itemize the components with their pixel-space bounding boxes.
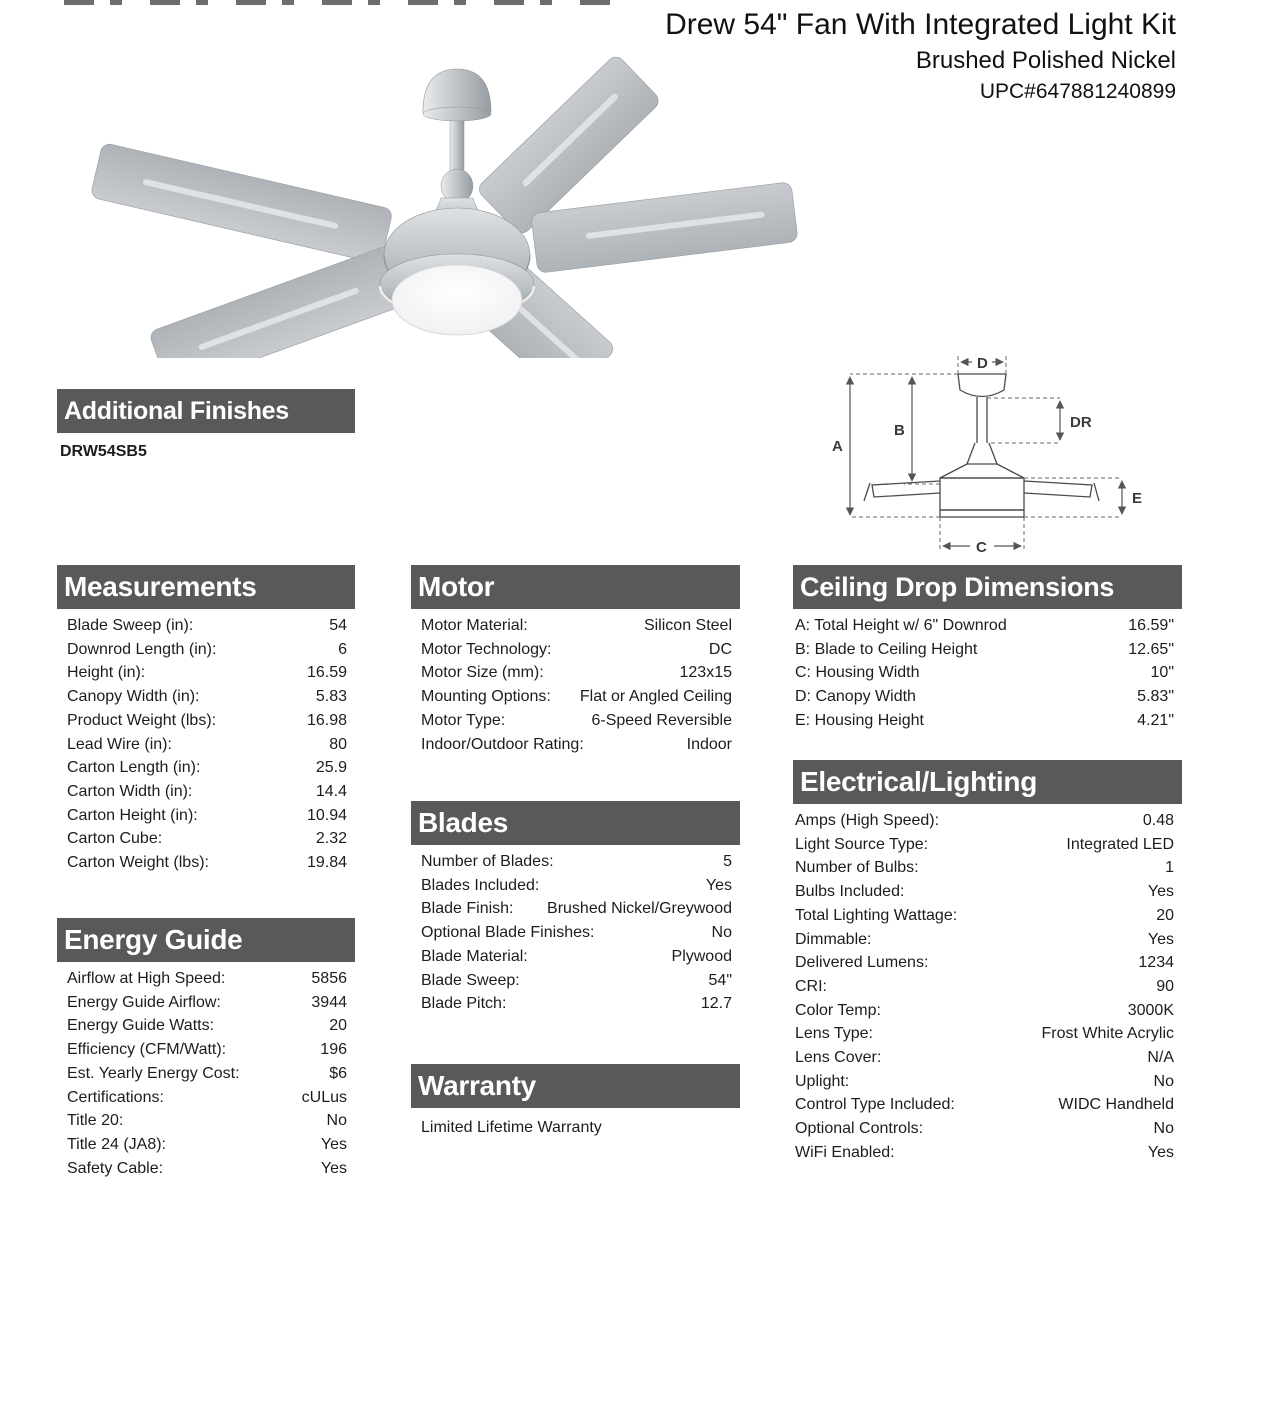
spec-row bbox=[421, 945, 732, 969]
measurements-heading: Measurements bbox=[57, 565, 355, 609]
spec-label: Energy Guide Watts: bbox=[67, 1017, 215, 1035]
spec-row bbox=[67, 851, 347, 875]
spec-label: Bulbs Included: bbox=[795, 883, 905, 901]
spec-label: Energy Guide Airflow: bbox=[67, 993, 221, 1011]
spec-value: DC bbox=[708, 640, 732, 658]
diagram-label-b: B bbox=[894, 422, 905, 439]
ceiling-drop-rows bbox=[793, 609, 1182, 733]
warranty-text: Limited Lifetime Warranty bbox=[421, 1119, 602, 1136]
spec-value: Silicon Steel bbox=[643, 617, 732, 634]
spec-value: 1234 bbox=[1138, 954, 1174, 972]
spec-label: Canopy Width (in): bbox=[67, 688, 200, 706]
spec-value: 20 bbox=[1156, 906, 1174, 924]
spec-label: Lens Type: bbox=[795, 1025, 873, 1043]
spec-value: 6 bbox=[338, 640, 347, 658]
spec-label: Motor Technology: bbox=[421, 640, 552, 658]
spec-row bbox=[795, 1046, 1174, 1070]
spec-label: WiFi Enabled: bbox=[795, 1143, 895, 1161]
spec-value: 25.9 bbox=[315, 759, 347, 777]
spec-value: N/A bbox=[1147, 1049, 1174, 1067]
spec-value: 10" bbox=[1150, 664, 1174, 682]
spec-row bbox=[67, 1014, 347, 1038]
spec-row bbox=[67, 780, 347, 804]
finish-model-code: DRW54SB5 bbox=[60, 443, 147, 460]
spec-label: Carton Height (in): bbox=[67, 806, 198, 824]
spec-label: Blade Sweep: bbox=[421, 971, 520, 989]
spec-value: 80 bbox=[329, 735, 347, 753]
spec-label: Title 20: bbox=[67, 1112, 124, 1130]
spec-value: Yes bbox=[320, 1135, 347, 1153]
spec-label: B: Blade to Ceiling Height bbox=[795, 640, 978, 658]
spec-label: Blades Included: bbox=[421, 876, 540, 894]
spec-row bbox=[67, 1038, 347, 1062]
blades-section bbox=[411, 801, 740, 1016]
spec-row bbox=[421, 733, 732, 757]
spec-value: No bbox=[711, 924, 732, 942]
spec-value: 4.21" bbox=[1137, 711, 1174, 729]
product-finish: Brushed Polished Nickel bbox=[915, 47, 1176, 74]
spec-label: Carton Cube: bbox=[67, 830, 163, 848]
spec-row bbox=[795, 1093, 1174, 1117]
spec-value: 54" bbox=[708, 971, 732, 989]
spec-row bbox=[421, 614, 732, 638]
spec-label: Light Source Type: bbox=[795, 835, 929, 853]
cutoff-brand-logo bbox=[64, 0, 622, 5]
spec-value: 14.4 bbox=[315, 782, 347, 800]
ceiling-drop-diagram bbox=[820, 338, 1160, 566]
spec-row bbox=[421, 661, 732, 685]
spec-row bbox=[795, 975, 1174, 999]
spec-row bbox=[67, 1133, 347, 1157]
motor-section bbox=[411, 565, 740, 756]
spec-label: A: Total Height w/ 6" Downrod bbox=[795, 617, 1007, 634]
spec-label: Height (in): bbox=[67, 664, 146, 682]
spec-label: Delivered Lumens: bbox=[795, 954, 929, 972]
spec-value: 5.83" bbox=[1137, 688, 1174, 706]
additional-finishes-section bbox=[57, 389, 355, 461]
spec-value: 5.83 bbox=[315, 688, 347, 706]
spec-row bbox=[795, 685, 1174, 709]
spec-label: Number of Bulbs: bbox=[795, 859, 919, 877]
spec-label: Control Type Included: bbox=[795, 1096, 955, 1114]
diagram-label-c: C bbox=[976, 539, 987, 556]
spec-label: Downrod Length (in): bbox=[67, 640, 217, 658]
spec-value: 1 bbox=[1165, 859, 1174, 877]
spec-label: Motor Material: bbox=[421, 617, 528, 634]
product-upc: UPC#647881240899 bbox=[979, 80, 1176, 103]
spec-row bbox=[67, 685, 347, 709]
spec-row bbox=[67, 1086, 347, 1110]
spec-label: E: Housing Height bbox=[795, 711, 924, 729]
energy-guide-rows bbox=[57, 962, 355, 1180]
spec-row bbox=[67, 991, 347, 1015]
spec-row bbox=[795, 709, 1174, 733]
spec-row bbox=[421, 850, 732, 874]
spec-label: Carton Length (in): bbox=[67, 759, 201, 777]
spec-label: C: Housing Width bbox=[795, 664, 920, 682]
spec-row bbox=[795, 1022, 1174, 1046]
spec-label: CRI: bbox=[795, 977, 827, 995]
spec-value: No bbox=[1153, 1072, 1174, 1090]
spec-value: Frost White Acrylic bbox=[1041, 1025, 1174, 1043]
motor-heading: Motor bbox=[411, 565, 740, 609]
spec-row bbox=[67, 1109, 347, 1133]
spec-value: 12.65" bbox=[1128, 640, 1174, 658]
spec-row bbox=[421, 969, 732, 993]
spec-label: Est. Yearly Energy Cost: bbox=[67, 1064, 240, 1082]
spec-row bbox=[795, 999, 1174, 1023]
electrical-lighting-section bbox=[793, 760, 1182, 1165]
spec-value: Yes bbox=[1147, 883, 1174, 901]
spec-label: Blade Pitch: bbox=[421, 995, 507, 1013]
motor-rows bbox=[411, 609, 740, 756]
spec-label: Blade Finish: bbox=[421, 900, 514, 918]
electrical-lighting-heading: Electrical/Lighting bbox=[793, 760, 1182, 804]
spec-row bbox=[795, 833, 1174, 857]
spec-value: $6 bbox=[329, 1064, 347, 1082]
diagram-label-e: E bbox=[1132, 490, 1143, 507]
warranty-heading: Warranty bbox=[411, 1064, 740, 1108]
spec-label: Total Lighting Wattage: bbox=[795, 906, 958, 924]
spec-value: Yes bbox=[320, 1159, 347, 1177]
spec-value: Plywood bbox=[671, 947, 732, 965]
spec-row bbox=[795, 614, 1174, 638]
spec-value: 123x15 bbox=[679, 664, 732, 682]
spec-label: D: Canopy Width bbox=[795, 688, 916, 706]
spec-row bbox=[795, 661, 1174, 685]
spec-value: Yes bbox=[705, 876, 732, 894]
spec-row bbox=[67, 756, 347, 780]
spec-value: Yes bbox=[1147, 930, 1174, 948]
spec-row bbox=[67, 614, 347, 638]
spec-label: Amps (High Speed): bbox=[795, 812, 940, 829]
spec-label: Efficiency (CFM/Watt): bbox=[67, 1041, 227, 1059]
spec-row bbox=[795, 928, 1174, 952]
diagram-label-d: D bbox=[977, 355, 988, 372]
spec-value: 54 bbox=[329, 617, 347, 634]
energy-guide-section bbox=[57, 918, 355, 1180]
spec-value: 196 bbox=[320, 1041, 347, 1059]
spec-row bbox=[421, 874, 732, 898]
blades-heading: Blades bbox=[411, 801, 740, 845]
spec-row bbox=[795, 904, 1174, 928]
spec-value: 10.94 bbox=[306, 806, 347, 824]
additional-finishes-heading: Additional Finishes bbox=[57, 389, 355, 433]
blades-rows bbox=[411, 845, 740, 1016]
spec-label: Motor Type: bbox=[421, 711, 506, 729]
spec-value: 12.7 bbox=[700, 995, 732, 1013]
spec-value: Flat or Angled Ceiling bbox=[579, 688, 732, 706]
spec-label: Lead Wire (in): bbox=[67, 735, 172, 753]
spec-row bbox=[421, 638, 732, 662]
spec-value: 2.32 bbox=[315, 830, 347, 848]
spec-row bbox=[421, 897, 732, 921]
ceiling-drop-heading: Ceiling Drop Dimensions bbox=[793, 565, 1182, 609]
spec-row bbox=[67, 1062, 347, 1086]
spec-value: cULus bbox=[301, 1088, 347, 1106]
spec-row bbox=[67, 638, 347, 662]
measurements-rows bbox=[57, 609, 355, 875]
spec-value: No bbox=[1153, 1120, 1174, 1138]
spec-value: 16.59" bbox=[1128, 617, 1174, 634]
spec-label: Product Weight (lbs): bbox=[67, 711, 217, 729]
diagram-label-dr: DR bbox=[1070, 414, 1092, 431]
spec-row bbox=[795, 951, 1174, 975]
spec-label: Carton Weight (lbs): bbox=[67, 854, 209, 872]
spec-label: Number of Blades: bbox=[421, 853, 554, 870]
spec-row bbox=[421, 709, 732, 733]
spec-row bbox=[795, 880, 1174, 904]
spec-value: Integrated LED bbox=[1066, 835, 1174, 853]
spec-row bbox=[67, 1157, 347, 1181]
measurements-section bbox=[57, 565, 355, 875]
spec-value: 5 bbox=[723, 853, 732, 870]
spec-label: Carton Width (in): bbox=[67, 782, 193, 800]
spec-label: Title 24 (JA8): bbox=[67, 1135, 166, 1153]
spec-row bbox=[67, 827, 347, 851]
spec-label: Blade Sweep (in): bbox=[67, 617, 194, 634]
spec-label: Uplight: bbox=[795, 1072, 850, 1090]
spec-label: Mounting Options: bbox=[421, 688, 551, 706]
spec-row bbox=[67, 661, 347, 685]
spec-row bbox=[795, 1070, 1174, 1094]
spec-value: 16.98 bbox=[306, 711, 347, 729]
spec-value: Yes bbox=[1147, 1143, 1174, 1161]
spec-value: 90 bbox=[1156, 977, 1174, 995]
spec-row bbox=[421, 921, 732, 945]
spec-value: 0.48 bbox=[1142, 812, 1174, 829]
spec-row bbox=[67, 804, 347, 828]
spec-label: Airflow at High Speed: bbox=[67, 970, 226, 987]
spec-row bbox=[421, 992, 732, 1016]
spec-row bbox=[795, 1117, 1174, 1141]
product-title: Drew 54" Fan With Integrated Light Kit bbox=[665, 8, 1176, 41]
diagram-label-a: A bbox=[832, 438, 843, 455]
spec-row bbox=[795, 809, 1174, 833]
spec-value: 5856 bbox=[311, 970, 347, 987]
spec-value: 20 bbox=[329, 1017, 347, 1035]
spec-value: 6-Speed Reversible bbox=[591, 711, 732, 729]
spec-label: Safety Cable: bbox=[67, 1159, 164, 1177]
spec-label: Dimmable: bbox=[795, 930, 872, 948]
spec-value: Indoor bbox=[686, 735, 732, 753]
spec-label: Certifications: bbox=[67, 1088, 164, 1106]
spec-row bbox=[67, 967, 347, 991]
fan-product-image bbox=[85, 48, 800, 358]
spec-row bbox=[795, 856, 1174, 880]
spec-label: Lens Cover: bbox=[795, 1049, 882, 1067]
spec-value: 19.84 bbox=[306, 854, 347, 872]
spec-value: 3000K bbox=[1127, 1001, 1174, 1019]
spec-label: Indoor/Outdoor Rating: bbox=[421, 735, 584, 753]
spec-label: Blade Material: bbox=[421, 947, 528, 965]
energy-guide-heading: Energy Guide bbox=[57, 918, 355, 962]
spec-label: Color Temp: bbox=[795, 1001, 881, 1019]
spec-label: Optional Controls: bbox=[795, 1120, 924, 1138]
spec-value: No bbox=[326, 1112, 347, 1130]
spec-row bbox=[421, 685, 732, 709]
electrical-lighting-rows bbox=[793, 804, 1182, 1165]
spec-value: Brushed Nickel/Greywood bbox=[547, 900, 732, 918]
warranty-section bbox=[411, 1064, 740, 1140]
spec-row bbox=[67, 709, 347, 733]
spec-label: Optional Blade Finishes: bbox=[421, 924, 595, 942]
spec-row bbox=[795, 638, 1174, 662]
spec-row bbox=[795, 1141, 1174, 1165]
ceiling-drop-section bbox=[793, 565, 1182, 733]
spec-value: 16.59 bbox=[306, 664, 347, 682]
spec-row bbox=[67, 733, 347, 757]
spec-label: Motor Size (mm): bbox=[421, 664, 544, 682]
spec-value: 3944 bbox=[311, 993, 347, 1011]
spec-value: WIDC Handheld bbox=[1058, 1096, 1174, 1114]
